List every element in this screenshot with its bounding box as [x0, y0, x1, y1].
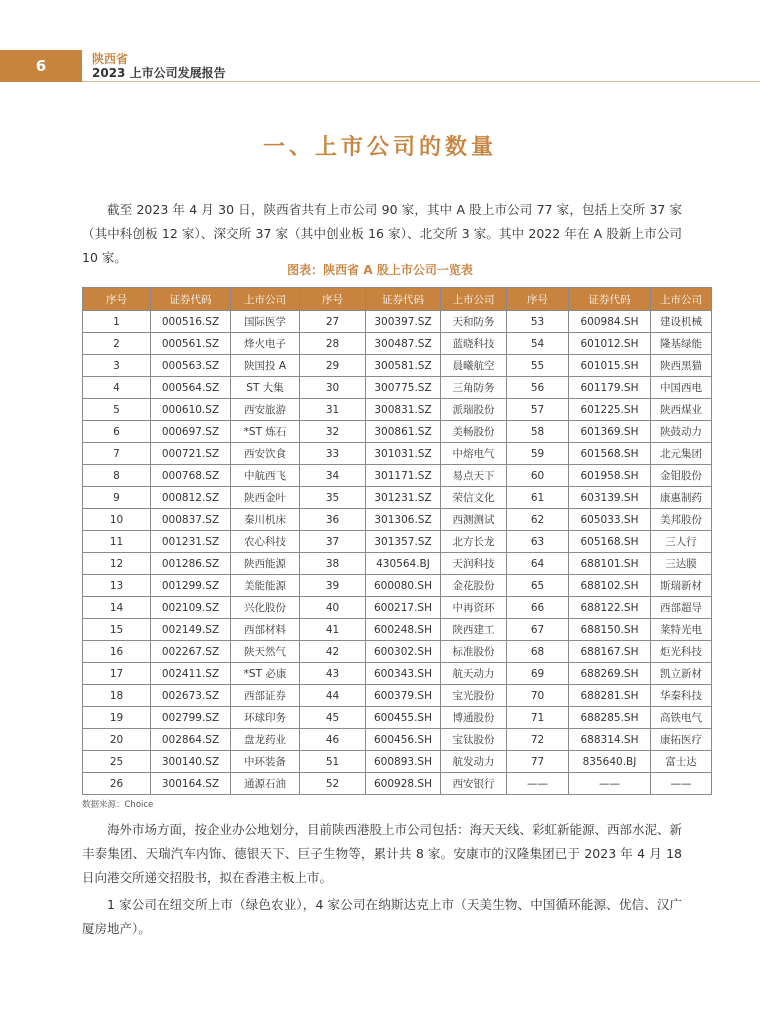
- table-cell: 54: [507, 333, 569, 355]
- us-listing-paragraph: 1 家公司在纽交所上市（绿色农业），4 家公司在纳斯达克上市（天美生物、中国循环能源、优信、汉广厦房地产）。: [82, 897, 682, 936]
- table-cell: 45: [300, 707, 366, 729]
- table-cell: 中航西飞: [231, 465, 300, 487]
- table-cell: 44: [300, 685, 366, 707]
- table-cell: 000837.SZ: [151, 509, 231, 531]
- table-row: [83, 377, 712, 399]
- table-row: [83, 443, 712, 465]
- table-cell: 300140.SZ: [151, 751, 231, 773]
- table-cell: 601568.SH: [569, 443, 651, 465]
- table-cell: 65: [507, 575, 569, 597]
- table-cell: 600456.SH: [366, 729, 441, 751]
- table-cell: 金钼股份: [651, 465, 712, 487]
- table-cell: 55: [507, 355, 569, 377]
- table-cell: 43: [300, 663, 366, 685]
- table-cell: 兴化股份: [231, 597, 300, 619]
- table-header-cell: 序号: [300, 288, 366, 311]
- table-cell: 通源石油: [231, 773, 300, 795]
- table-cell: 000697.SZ: [151, 421, 231, 443]
- table-cell: 陕西黑猫: [651, 355, 712, 377]
- table-cell: 陕鼓动力: [651, 421, 712, 443]
- table-cell: 601958.SH: [569, 465, 651, 487]
- table-cell: 金花股份: [441, 575, 507, 597]
- table-row: [83, 575, 712, 597]
- table-row: [83, 465, 712, 487]
- table-cell: ——: [569, 773, 651, 795]
- table-cell: 000721.SZ: [151, 443, 231, 465]
- table-cell: 西部材料: [231, 619, 300, 641]
- table-row: [83, 685, 712, 707]
- table-cell: ——: [507, 773, 569, 795]
- table-cell: 炬光科技: [651, 641, 712, 663]
- table-cell: 三达膜: [651, 553, 712, 575]
- table-cell: 600455.SH: [366, 707, 441, 729]
- table-cell: 康惠制药: [651, 487, 712, 509]
- table-row: [83, 663, 712, 685]
- table-cell: 西部超导: [651, 597, 712, 619]
- table-cell: 中环装备: [231, 751, 300, 773]
- table-cell: 29: [300, 355, 366, 377]
- table-row: [83, 707, 712, 729]
- table-cell: 中国西电: [651, 377, 712, 399]
- table-cell: 美畅股份: [441, 421, 507, 443]
- table-row: [83, 421, 712, 443]
- table-cell: 西安银行: [441, 773, 507, 795]
- table-cell: 14: [83, 597, 151, 619]
- table-header-row: [83, 288, 712, 311]
- table-cell: 陕西建工: [441, 619, 507, 641]
- table-cell: 中再资环: [441, 597, 507, 619]
- table-cell: 67: [507, 619, 569, 641]
- table-cell: 西测测试: [441, 509, 507, 531]
- table-cell: 荣信文化: [441, 487, 507, 509]
- table-cell: 605168.SH: [569, 531, 651, 553]
- table-cell: 38: [300, 553, 366, 575]
- table-cell: 8: [83, 465, 151, 487]
- table-cell: 002411.SZ: [151, 663, 231, 685]
- intro-paragraph: 截至 2023 年 4 月 30 日，陕西省共有上市公司 90 家，其中 A 股上市公司 77 家，包括上交所 37 家（其中科创板 12 家）、深交所 37 家（其中创业板 16 家）、北交所 3 家。其中 2022 年在 A 股新上市公司 10 家。: [82, 202, 682, 265]
- table-cell: *ST 炼石: [231, 421, 300, 443]
- table-cell: 600379.SH: [366, 685, 441, 707]
- table-cell: 000768.SZ: [151, 465, 231, 487]
- table-cell: 陕西能源: [231, 553, 300, 575]
- table-cell: 600928.SH: [366, 773, 441, 795]
- table-cell: ST 大集: [231, 377, 300, 399]
- table-cell: 605033.SH: [569, 509, 651, 531]
- table-cell: 69: [507, 663, 569, 685]
- table-header-cell: 序号: [507, 288, 569, 311]
- table-cell: 000561.SZ: [151, 333, 231, 355]
- table-cell: 000563.SZ: [151, 355, 231, 377]
- table-cell: 烽火电子: [231, 333, 300, 355]
- running-header: [86, 52, 226, 82]
- table-cell: 688102.SH: [569, 575, 651, 597]
- table-cell: 52: [300, 773, 366, 795]
- table-cell: 32: [300, 421, 366, 443]
- table-cell: 中熔电气: [441, 443, 507, 465]
- table-cell: 301306.SZ: [366, 509, 441, 531]
- table-cell: 300581.SZ: [366, 355, 441, 377]
- table-cell: 天和防务: [441, 311, 507, 333]
- table-cell: 39: [300, 575, 366, 597]
- table-cell: 三人行: [651, 531, 712, 553]
- table-row: [83, 729, 712, 751]
- table-cell: 688314.SH: [569, 729, 651, 751]
- table-cell: 61: [507, 487, 569, 509]
- table-cell: 601012.SH: [569, 333, 651, 355]
- table-cell: 600248.SH: [366, 619, 441, 641]
- table-cell: 农心科技: [231, 531, 300, 553]
- table-cell: 66: [507, 597, 569, 619]
- table-cell: 康拓医疗: [651, 729, 712, 751]
- table-cell: 7: [83, 443, 151, 465]
- table-cell: 000564.SZ: [151, 377, 231, 399]
- table-cell: 18: [83, 685, 151, 707]
- table-cell: 派瑞股份: [441, 399, 507, 421]
- table-cell: 77: [507, 751, 569, 773]
- table-cell: 陕西煤业: [651, 399, 712, 421]
- table-row: [83, 531, 712, 553]
- table-cell: 600080.SH: [366, 575, 441, 597]
- table-cell: 31: [300, 399, 366, 421]
- listed-companies-table: [82, 287, 712, 795]
- table-cell: *ST 必康: [231, 663, 300, 685]
- table-cell: 28: [300, 333, 366, 355]
- table-row: [83, 553, 712, 575]
- table-header-cell: 证券代码: [366, 288, 441, 311]
- table-cell: 601015.SH: [569, 355, 651, 377]
- table-row: [83, 333, 712, 355]
- table-cell: 33: [300, 443, 366, 465]
- table-cell: 34: [300, 465, 366, 487]
- table-cell: 12: [83, 553, 151, 575]
- table-cell: 航发动力: [441, 751, 507, 773]
- table-cell: 63: [507, 531, 569, 553]
- table-row: [83, 597, 712, 619]
- table-header-cell: 序号: [83, 288, 151, 311]
- table-cell: 隆基绿能: [651, 333, 712, 355]
- table-cell: 41: [300, 619, 366, 641]
- table-header-cell: 上市公司: [231, 288, 300, 311]
- table-cell: 环球印务: [231, 707, 300, 729]
- table-cell: 301231.SZ: [366, 487, 441, 509]
- header-province: 陕西省: [92, 52, 129, 66]
- table-cell: 300397.SZ: [366, 311, 441, 333]
- table-cell: 斯瑞新材: [651, 575, 712, 597]
- table-cell: 莱特光电: [651, 619, 712, 641]
- table-cell: 600302.SH: [366, 641, 441, 663]
- table-cell: 40: [300, 597, 366, 619]
- table-cell: 华秦科技: [651, 685, 712, 707]
- table-cell: 北元集团: [651, 443, 712, 465]
- table-cell: 62: [507, 509, 569, 531]
- table-cell: 002149.SZ: [151, 619, 231, 641]
- table-cell: 58: [507, 421, 569, 443]
- table-cell: 300775.SZ: [366, 377, 441, 399]
- table-header-cell: 证券代码: [569, 288, 651, 311]
- table-row: [83, 619, 712, 641]
- table-cell: 17: [83, 663, 151, 685]
- table-cell: 002267.SZ: [151, 641, 231, 663]
- table-cell: 42: [300, 641, 366, 663]
- table-cell: 51: [300, 751, 366, 773]
- table-cell: 56: [507, 377, 569, 399]
- table-cell: 300861.SZ: [366, 421, 441, 443]
- table-cell: 000812.SZ: [151, 487, 231, 509]
- table-cell: 盘龙药业: [231, 729, 300, 751]
- table-cell: 4: [83, 377, 151, 399]
- table-cell: 002673.SZ: [151, 685, 231, 707]
- header-report-title: 2023 上市公司发展报告: [92, 66, 226, 80]
- table-header-cell: 上市公司: [441, 288, 507, 311]
- table-cell: 688122.SH: [569, 597, 651, 619]
- table-cell: 晨曦航空: [441, 355, 507, 377]
- table-cell: 600893.SH: [366, 751, 441, 773]
- table-cell: 601369.SH: [569, 421, 651, 443]
- table-cell: 64: [507, 553, 569, 575]
- table-cell: 301357.SZ: [366, 531, 441, 553]
- overseas-paragraph: 海外市场方面，按企业办公地划分，目前陕西港股上市公司包括：海天天线、彩虹新能源、西部水泥、新丰泰集团、天瑞汽车内饰、德银天下、巨子生物等，累计共 8 家。安康市的汉隆集团已于 2023 年 4 月 18 日向港交所递交招股书，拟在香港主板上市。: [82, 822, 683, 885]
- table-cell: 西安饮食: [231, 443, 300, 465]
- table-cell: 68: [507, 641, 569, 663]
- table-cell: 15: [83, 619, 151, 641]
- table-cell: 3: [83, 355, 151, 377]
- table-cell: 宝光股份: [441, 685, 507, 707]
- table-cell: 建设机械: [651, 311, 712, 333]
- table-cell: 59: [507, 443, 569, 465]
- table-cell: 71: [507, 707, 569, 729]
- table-row: [83, 509, 712, 531]
- table-cell: ——: [651, 773, 712, 795]
- table-cell: 1: [83, 311, 151, 333]
- table-cell: 西安旅游: [231, 399, 300, 421]
- table-row: [83, 487, 712, 509]
- table-cell: 002864.SZ: [151, 729, 231, 751]
- header-divider: [82, 81, 760, 82]
- page-number: 6: [35, 57, 47, 75]
- table-cell: 富士达: [651, 751, 712, 773]
- table-cell: 600343.SH: [366, 663, 441, 685]
- table-cell: 301031.SZ: [366, 443, 441, 465]
- table-row: [83, 399, 712, 421]
- table-cell: 凯立新材: [651, 663, 712, 685]
- table-cell: 26: [83, 773, 151, 795]
- table-row: [83, 641, 712, 663]
- table-cell: 9: [83, 487, 151, 509]
- table-cell: 835640.BJ: [569, 751, 651, 773]
- table-cell: 10: [83, 509, 151, 531]
- table-cell: 标准股份: [441, 641, 507, 663]
- table-cell: 博通股份: [441, 707, 507, 729]
- table-cell: 601179.SH: [569, 377, 651, 399]
- table-cell: 陕国投 A: [231, 355, 300, 377]
- table-row: [83, 751, 712, 773]
- table-row: [83, 773, 712, 795]
- table-cell: 000610.SZ: [151, 399, 231, 421]
- table-cell: 6: [83, 421, 151, 443]
- table-cell: 70: [507, 685, 569, 707]
- table-cell: 46: [300, 729, 366, 751]
- table-cell: 688101.SH: [569, 553, 651, 575]
- table-cell: 美能能源: [231, 575, 300, 597]
- table-cell: 2: [83, 333, 151, 355]
- table-cell: 27: [300, 311, 366, 333]
- table-cell: 001299.SZ: [151, 575, 231, 597]
- table-cell: 13: [83, 575, 151, 597]
- table-cell: 西部证券: [231, 685, 300, 707]
- table-cell: 蓝晓科技: [441, 333, 507, 355]
- table-cell: 001286.SZ: [151, 553, 231, 575]
- table-cell: 600984.SH: [569, 311, 651, 333]
- table-cell: 53: [507, 311, 569, 333]
- table-cell: 300831.SZ: [366, 399, 441, 421]
- table-cell: 5: [83, 399, 151, 421]
- source-note: 数据来源：Choice: [82, 800, 154, 810]
- table-row: [83, 311, 712, 333]
- table-cell: 秦川机床: [231, 509, 300, 531]
- table-cell: 300487.SZ: [366, 333, 441, 355]
- table-cell: 301171.SZ: [366, 465, 441, 487]
- table-cell: 688269.SH: [569, 663, 651, 685]
- table-cell: 35: [300, 487, 366, 509]
- table-cell: 002109.SZ: [151, 597, 231, 619]
- table-cell: 600217.SH: [366, 597, 441, 619]
- table-cell: 19: [83, 707, 151, 729]
- table-cell: 001231.SZ: [151, 531, 231, 553]
- table-cell: 易点天下: [441, 465, 507, 487]
- table-cell: 北方长龙: [441, 531, 507, 553]
- table-cell: 20: [83, 729, 151, 751]
- table-cell: 三角防务: [441, 377, 507, 399]
- table-cell: 601225.SH: [569, 399, 651, 421]
- table-cell: 688281.SH: [569, 685, 651, 707]
- table-cell: 25: [83, 751, 151, 773]
- table-cell: 688285.SH: [569, 707, 651, 729]
- table-cell: 688150.SH: [569, 619, 651, 641]
- table-cell: 美邦股份: [651, 509, 712, 531]
- table-cell: 航天动力: [441, 663, 507, 685]
- table-cell: 300164.SZ: [151, 773, 231, 795]
- table-cell: 002799.SZ: [151, 707, 231, 729]
- table-cell: 37: [300, 531, 366, 553]
- table-cell: 陕西金叶: [231, 487, 300, 509]
- section-title: 一、上市公司的数量: [262, 135, 497, 160]
- table-cell: 陕天然气: [231, 641, 300, 663]
- table-cell: 30: [300, 377, 366, 399]
- table-header-cell: 证券代码: [151, 288, 231, 311]
- table-header-cell: 上市公司: [651, 288, 712, 311]
- table-caption: 图表：陕西省 A 股上市公司一览表: [287, 263, 473, 277]
- table-cell: 60: [507, 465, 569, 487]
- table-cell: 72: [507, 729, 569, 751]
- table-cell: 11: [83, 531, 151, 553]
- table-cell: 57: [507, 399, 569, 421]
- table-cell: 36: [300, 509, 366, 531]
- table-cell: 天润科技: [441, 553, 507, 575]
- table-cell: 603139.SH: [569, 487, 651, 509]
- table-cell: 16: [83, 641, 151, 663]
- table-cell: 688167.SH: [569, 641, 651, 663]
- table-cell: 宝钛股份: [441, 729, 507, 751]
- table-cell: 430564.BJ: [366, 553, 441, 575]
- table-cell: 国际医学: [231, 311, 300, 333]
- table-cell: 高铁电气: [651, 707, 712, 729]
- table-cell: 000516.SZ: [151, 311, 231, 333]
- table-row: [83, 355, 712, 377]
